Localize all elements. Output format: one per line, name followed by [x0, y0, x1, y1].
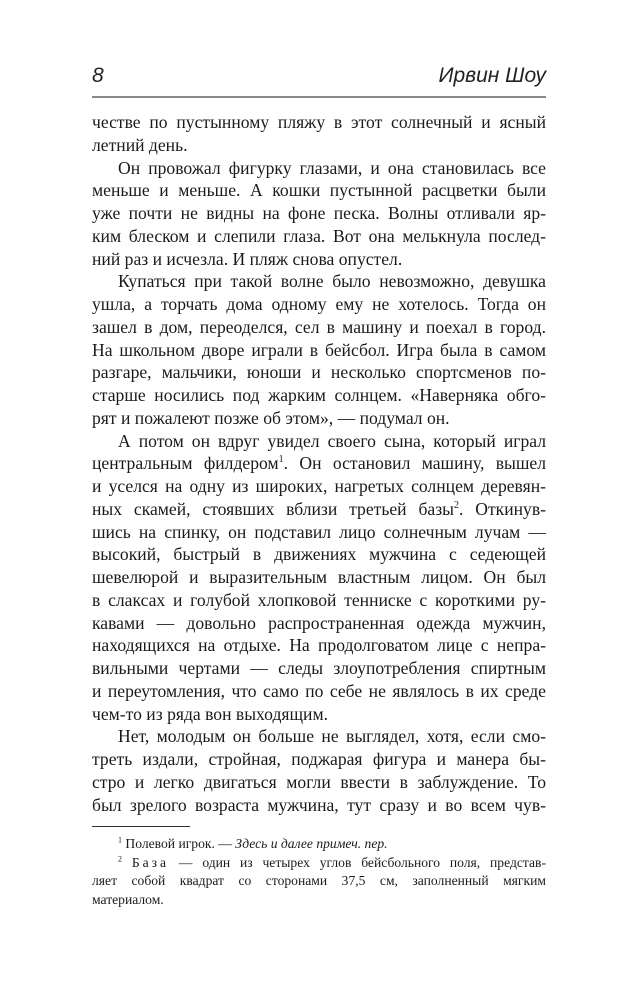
line-text: ний раз и исчезла. И пляж снова опустел.: [92, 248, 403, 269]
line-text: чем-то из ряда вон выходящим.: [92, 703, 328, 724]
line-text: в слаксах и голубой хлопковой тенниске с короткими ру-: [92, 589, 546, 610]
line-text: шевелюрой и выразительным властным лицом. Он был: [92, 567, 546, 587]
text-line: [92, 794, 546, 817]
text-line: [92, 407, 546, 430]
footnote-term: База: [131, 854, 170, 870]
footnote-text: — один из четырех углов бейсбольного поля, представ-: [169, 854, 546, 870]
text-line: [92, 225, 546, 248]
line-text: честве по пустынному пляжу в этот солнечный и ясный: [92, 112, 546, 132]
line-text: был зрелого возраста мужчина, тут сразу и во всем чув-: [92, 794, 546, 815]
text-line: [92, 248, 546, 271]
footnote-2: [92, 854, 546, 873]
line-text: ных скамей, стоявших вблизи третьей базы: [92, 498, 454, 519]
line-text: зашел в дом, переоделся, сел в машину и поехал в город.: [92, 316, 546, 337]
line-text: . Он остановил машину, вышел: [283, 453, 547, 474]
footnote-2-line: ляет собой квадрат со сторонами 37,5 см, заполненный мягким: [92, 873, 546, 888]
line-text: вильными чертами — следы злоупотребления спиртным: [92, 658, 546, 678]
text-line: [92, 543, 546, 566]
footnote-reference: 2: [454, 499, 459, 511]
footnote-1: [92, 835, 546, 854]
line-text: находящихся на отдыхе. На продолговатом лице с непра-: [92, 635, 546, 656]
line-text: уже почти не видны на фоне песка. Волны отливали яр-: [92, 203, 546, 223]
text-line: [92, 361, 546, 384]
line-text: летний день.: [92, 134, 188, 155]
text-line: [92, 566, 546, 589]
line-text: меньше и меньше. А кошки пустынной расцветки были: [92, 180, 546, 201]
line-text: и уселся на одну из широких, нагретых солнцем деревян-: [92, 476, 546, 496]
text-line: [92, 725, 546, 748]
footnote-reference: 1: [278, 454, 284, 466]
line-text: Нет, молодым он больше не выглядел, хотя, если смо-: [118, 726, 546, 747]
text-line: [92, 293, 546, 316]
text-line: [92, 771, 546, 794]
text-line: [92, 634, 546, 657]
text-line: [92, 589, 546, 612]
line-text: шись на спинку, он подставил лицо солнечным лучам —: [92, 521, 546, 542]
text-line: [92, 202, 546, 225]
running-header: [92, 64, 546, 94]
text-line: [92, 134, 546, 157]
text-line: [92, 498, 546, 521]
text-line: [92, 111, 546, 134]
text-line: [92, 748, 546, 771]
line-text: старше носились под жарким солнцем. «Наверняка обго-: [92, 385, 546, 405]
line-text: ким блеском и слепили глаза. Вот она мелькнула послед-: [92, 225, 546, 246]
line-text: разгаре, мальчики, юноши и несколько спортсменов по-: [92, 362, 546, 383]
line-text: центральным филдером: [92, 453, 279, 474]
line-text: и переутомления, что само по себе не являлось в их среде: [92, 680, 546, 701]
footnote-2-line: материалом.: [92, 891, 164, 907]
line-text: высокий, быстрый в движениях мужчина с седеющей: [92, 544, 546, 565]
text-line: [92, 612, 546, 635]
body-text: [92, 111, 546, 816]
header-rule: [92, 96, 546, 98]
text-line: [92, 521, 546, 544]
footnote-text: Полевой игрок. —: [125, 836, 236, 851]
text-line: [92, 430, 546, 453]
text-line: [92, 339, 546, 362]
footnote-mark: 2: [118, 853, 122, 863]
footnote-italic-text: Здесь и далее примеч. пер.: [235, 836, 388, 851]
line-text: Он провожал фигурку глазами, и она становилась все: [118, 157, 546, 178]
text-line: [92, 316, 546, 339]
line-text: На школьном дворе играли в бейсбол. Игра была в самом: [92, 339, 546, 360]
text-line: [92, 384, 546, 407]
running-head-author: Ирвин Шоу: [438, 64, 546, 87]
line-text: рят и пожалеют позже об этом», — подумал он.: [92, 407, 450, 428]
text-line: [92, 179, 546, 202]
line-text: . Откинув-: [459, 498, 546, 519]
footnote-mark: 1: [118, 835, 122, 845]
line-text: Купаться при такой волне было невозможно, девушка: [118, 271, 546, 292]
footnote-separator: [92, 826, 190, 827]
line-text: ушла, а торчать дома одному ему не хотелось. Тогда он: [92, 294, 546, 314]
text-line: [92, 452, 546, 475]
line-text: стро и легко двигаться могли ввести в заблуждение. То: [92, 771, 546, 792]
line-text: кавами — довольно распространенная одежда мужчин,: [92, 612, 546, 633]
line-text: треть издали, стройная, поджарая фигура и манера бы-: [92, 749, 546, 769]
text-line: [92, 475, 546, 498]
text-line: [92, 270, 546, 293]
text-line: [92, 657, 546, 680]
text-line: [92, 157, 546, 180]
line-text: А потом он вдруг увидел своего сына, который играл: [118, 430, 546, 451]
page-number: 8: [92, 64, 104, 87]
footnotes: [92, 835, 546, 909]
text-line: [92, 703, 546, 726]
text-line: [92, 680, 546, 703]
